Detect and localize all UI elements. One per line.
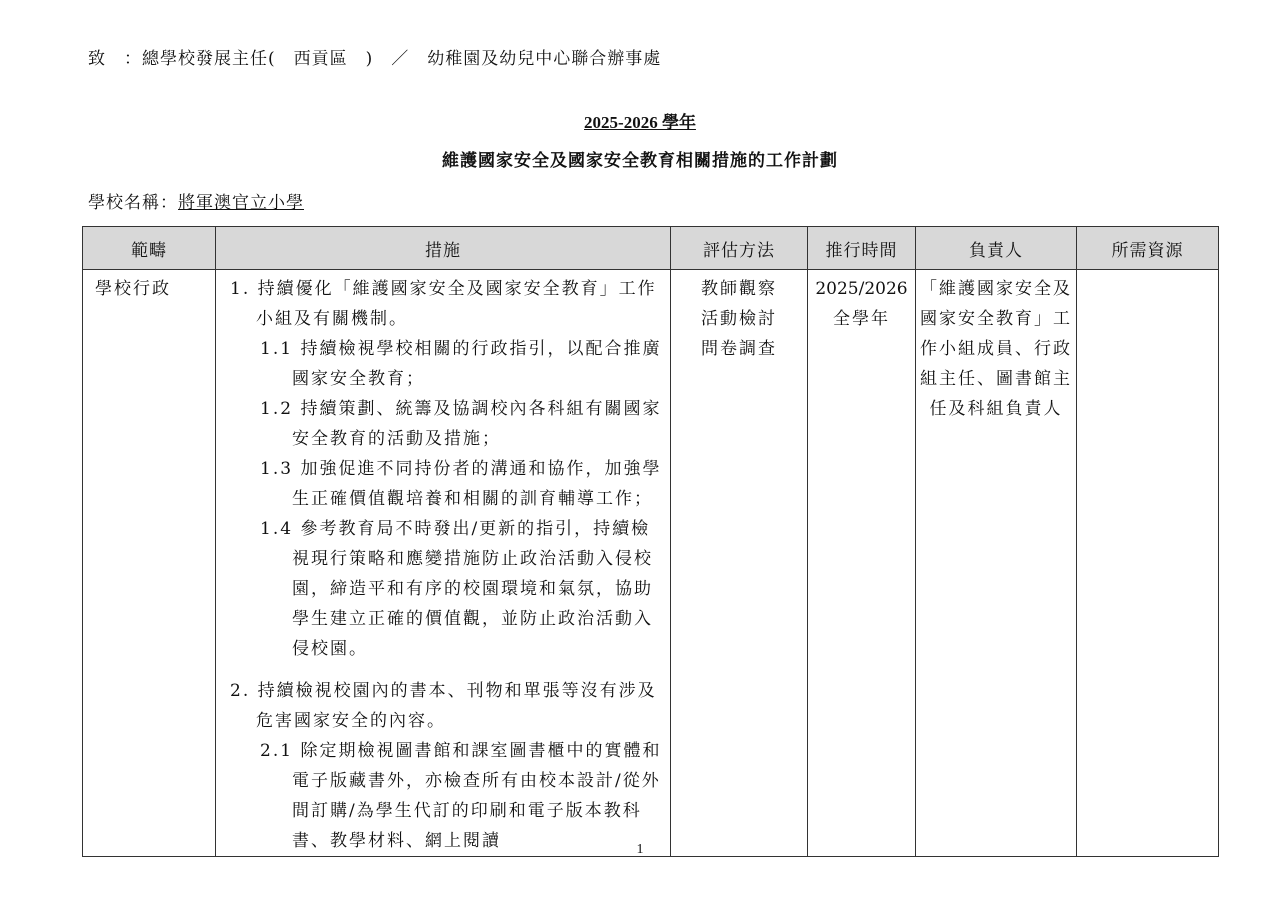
measures-list [216, 270, 670, 856]
area-text: 學校行政 [95, 279, 171, 299]
measure-sub-1-3: 1.3 加強促進不同持份者的溝通和協作，加強學生正確價值觀培養和相關的訓育輔導工作； [260, 459, 662, 509]
measure-sub-1-4: 1.4 參考教育局不時發出/更新的指引，持續檢視現行策略和應變措施防止政治活動入侵校園，締造平和有序的校園環境和氣氛，協助學生建立正確的價值觀，並防止政治活動入侵校園。 [260, 519, 653, 659]
table-row [83, 270, 1219, 857]
cell-person [916, 270, 1077, 857]
evaluation-list [671, 270, 807, 364]
timeline-period: 全學年 [833, 309, 890, 329]
measure-sub-2-1: 2.1 除定期檢視圖書館和課室圖書櫃中的實體和電子版藏書外，亦檢查所有由校本設計/從外間訂購/為學生代訂的印刷和電子版本教科書、教學材料、網上閱讀 [260, 741, 662, 851]
page-number: 1 [636, 842, 644, 857]
evaluation-method: 教師觀察 [701, 279, 777, 299]
measure-item-2: 2. 持續檢視校園內的書本、刊物和單張等沒有涉及危害國家安全的內容。 [230, 681, 657, 731]
column-header-timeline: 推行時間 [808, 227, 916, 270]
evaluation-method: 問卷調查 [701, 339, 777, 359]
cell-resources [1077, 270, 1219, 857]
work-plan-table [82, 226, 1219, 857]
plan-title: 維護國家安全及國家安全教育相關措施的工作計劃 [442, 151, 838, 171]
column-header-measures: 措施 [216, 227, 671, 270]
cell-measures [216, 270, 671, 857]
measure-sub-1-1: 1.1 持續檢視學校相關的行政指引，以配合推廣國家安全教育； [260, 339, 662, 389]
year-title: 2025-2026 學年 [584, 113, 696, 132]
table-header-row [83, 227, 1219, 270]
measure-spacer [228, 664, 662, 676]
timeline-list [808, 270, 915, 334]
measure-sub-1-2: 1.2 持續策劃、統籌及協調校內各科組有關國家安全教育的活動及措施； [260, 399, 662, 449]
person-in-charge: 「維護國家安全及國家安全教育」工作小組成員、行政組主任、圖書館主任及科組負責人 [920, 279, 1072, 419]
cell-area [83, 270, 216, 857]
evaluation-method: 活動檢討 [701, 309, 777, 329]
column-header-evaluation: 評估方法 [671, 227, 808, 270]
cell-evaluation [671, 270, 808, 857]
school-line [88, 188, 304, 213]
cell-timeline [808, 270, 916, 857]
timeline-year: 2025/2026 [815, 279, 908, 299]
measure-item-1: 1. 持續優化「維護國家安全及國家安全教育」工作小組及有關機制。 [230, 279, 657, 329]
recipient-line: 致 ：總學校發展主任( 西貢區 ) ／ 幼稚園及幼兒中心聯合辦事處 [88, 49, 662, 69]
column-header-resources: 所需資源 [1077, 227, 1219, 270]
school-name: 將軍澳官立小學 [178, 193, 304, 213]
column-header-area: 範疇 [83, 227, 216, 270]
column-header-person: 負責人 [916, 227, 1077, 270]
school-label: 學校名稱： [88, 193, 178, 213]
